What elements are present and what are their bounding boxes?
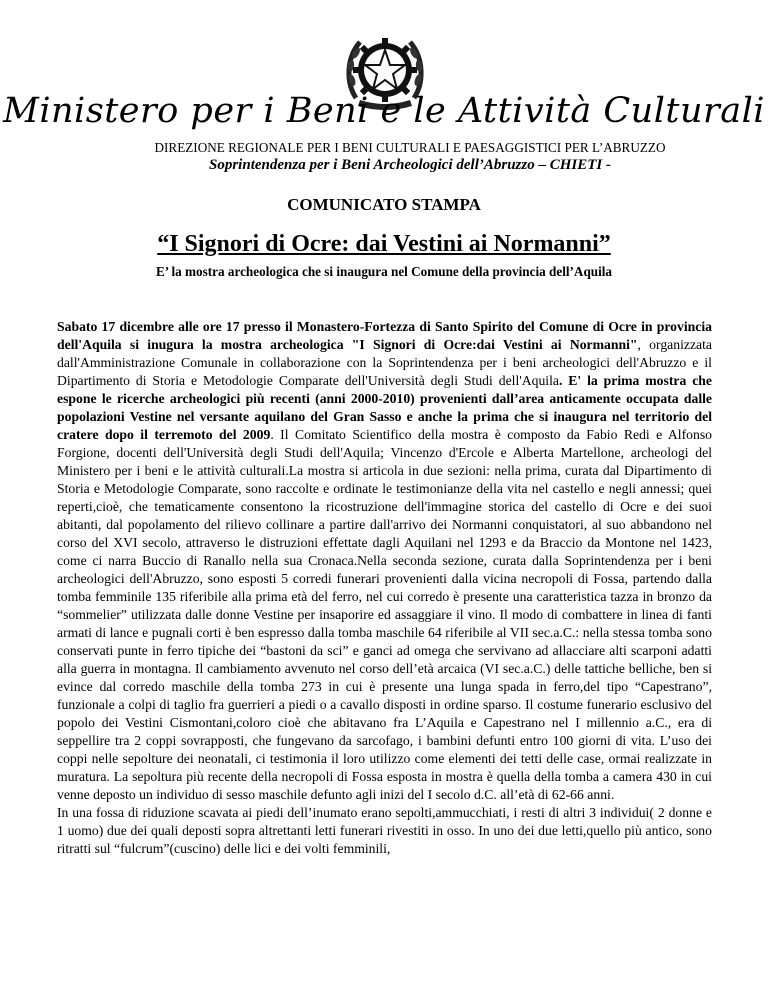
superintendency: Soprintendenza per i Beni Archeologici dell’Abruzzo – CHIETI - — [209, 157, 611, 173]
highlight-bold-text: . E' la prima mostra che espone le ricerche archeologici più recenti (anni 2000-2010) provenienti dall’area anticamente occupata dalle popolazioni Vestine nel versante aquilano del Gran Sasso e anche la prima che si inaugura nel territorio del cratere dopo il terremoto del 2009 — [57, 373, 712, 442]
body-paragraph-2: In una fossa di riduzione scavata ai piedi dell’inumato erano sepolti,ammucchiati, i resti di altri 3 individui( 2 donne e 1 uomo) due dei quali deposti sopra altrettanti letti funerari rivestiti in osso. In uno dei due letti,quello più antico, sono ritratti sul “fulcrum”(cuscino) delle lici e dei volti femminili, — [57, 805, 712, 856]
press-release-body — [57, 318, 712, 858]
exhibition-title: “I Signori di Ocre: dai Vestini ai Normanni” — [157, 231, 611, 257]
press-release-heading: COMUNICATO STAMPA — [287, 195, 481, 214]
body-paragraph-1 — [57, 318, 712, 804]
lead-bold-text: Sabato 17 dicembre alle ore 17 presso il Monastero-Fortezza di Santo Spirito del Comune di Ocre in provincia dell'Aquila si inugura la mostra archeologica "I Signori di Ocre:dai Vestini ai Normanni" — [57, 319, 712, 352]
exhibition-subtitle: E’ la mostra archeologica che si inaugura nel Comune della provincia dell’Aquila — [155, 264, 613, 279]
main-text: . Il Comitato Scientifico della mostra è composto da Fabio Redi e Alfonso Forgione, docenti dell'Università degli Studi dell'Aquila; Vincenzo d'Ercole e Alberta Martellone, archeologi del Ministero per i beni e le attività culturali.La mostra si articola in due sezioni: nella prima, curata dal Dipartimento di Storia e Metodologie Comparate, sono raccolte e ordinate le testimonianze della vita nel castello e negli annessi; quei reperti,cioè, che tematicamente consentono la ricostruzione dell'immagine storica del castello di Ocre e dei suoi abitanti, dal popolamento del rilievo collinare a partire dall'arrivo dei Normanni conquistatori, al suo abbandono nel corso del XVI secolo, attraverso le distruzioni effettate dagli Aquilani nel 1293 e da Braccio da Montone nel 1423, come ci narra Buccio di Ranallo nella sua Cronaca.Nella seconda sezione, curata dalla Soprintendenza per i beni archeologici dell'Abruzzo, sono esposti 5 corredi funerari provenienti dalla vicina necropoli di Fossa, partendo dalla tomba femminile 135 riferibile alla prima età del ferro, nel cui corredo è presente una caratteristica tazza in bronzo da “sommelier” utilizzata dalle donne Vestine per insaporire ed assaggiare il vino. Il modo di combattere in linea di fanti armati di lance e pugnali corti è ben espresso dalla tomba maschile 64 riferibile al VII sec.a.C.: nella stessa tomba sono conservati punte in ferro tipiche dei “bastoni da sci” e ganci ad omega che servivano ad allacciare alti scarponi adatti alla guerra in montagna. Il cambiamento avvenuto nel corso dell’età arcaica (VI sec.a.C.) delle tattiche belliche, ben si evince dal corredo maschile della tomba 273 in cui è presente una lunga spada in ferro,del tipo “Capestrano”, funzionale a colpi di taglio fra guerrieri a piedi o a cavallo disposti in ordine sparso. Il costume funerario esclusivo del popolo dei Vestini Cismontani,coloro cioè che abitavano fra L’Aquila e Capestrano nel I millennio a.C., era di seppellire tra 2 coppi sovrapposti, che fungevano da sarcofago, i bambini defunti entro 100 giorni di vita. L’uso dei coppi nelle sepolture dei neonatali, ci testimonia il loro utilizzo come elementi dei tetti delle case, ormai realizzate in muratura. La sepoltura più recente della necropoli di Fossa esposta in mostra è quella della tomba a camera 430 in cui venne deposto un individuo di sesso maschile defunto agli inizi del I secolo d.C. all’età di 62-66 anni. — [57, 427, 712, 802]
regional-directorate: DIREZIONE REGIONALE PER I BENI CULTURALI E PAESAGGISTICI PER L’ABRUZZO — [154, 140, 666, 155]
ministry-name: Ministero per i Beni e le Attività Culturali — [2, 91, 765, 131]
lead-text: , organizzata dall'Amministrazione Comunale in collaborazione con la Soprintendenza per i beni archeologici dell'Abruzzo e il Dipartimento di Storia e Metodologie Comparate dell'Università degli Studi dell'Aquila — [57, 337, 712, 388]
